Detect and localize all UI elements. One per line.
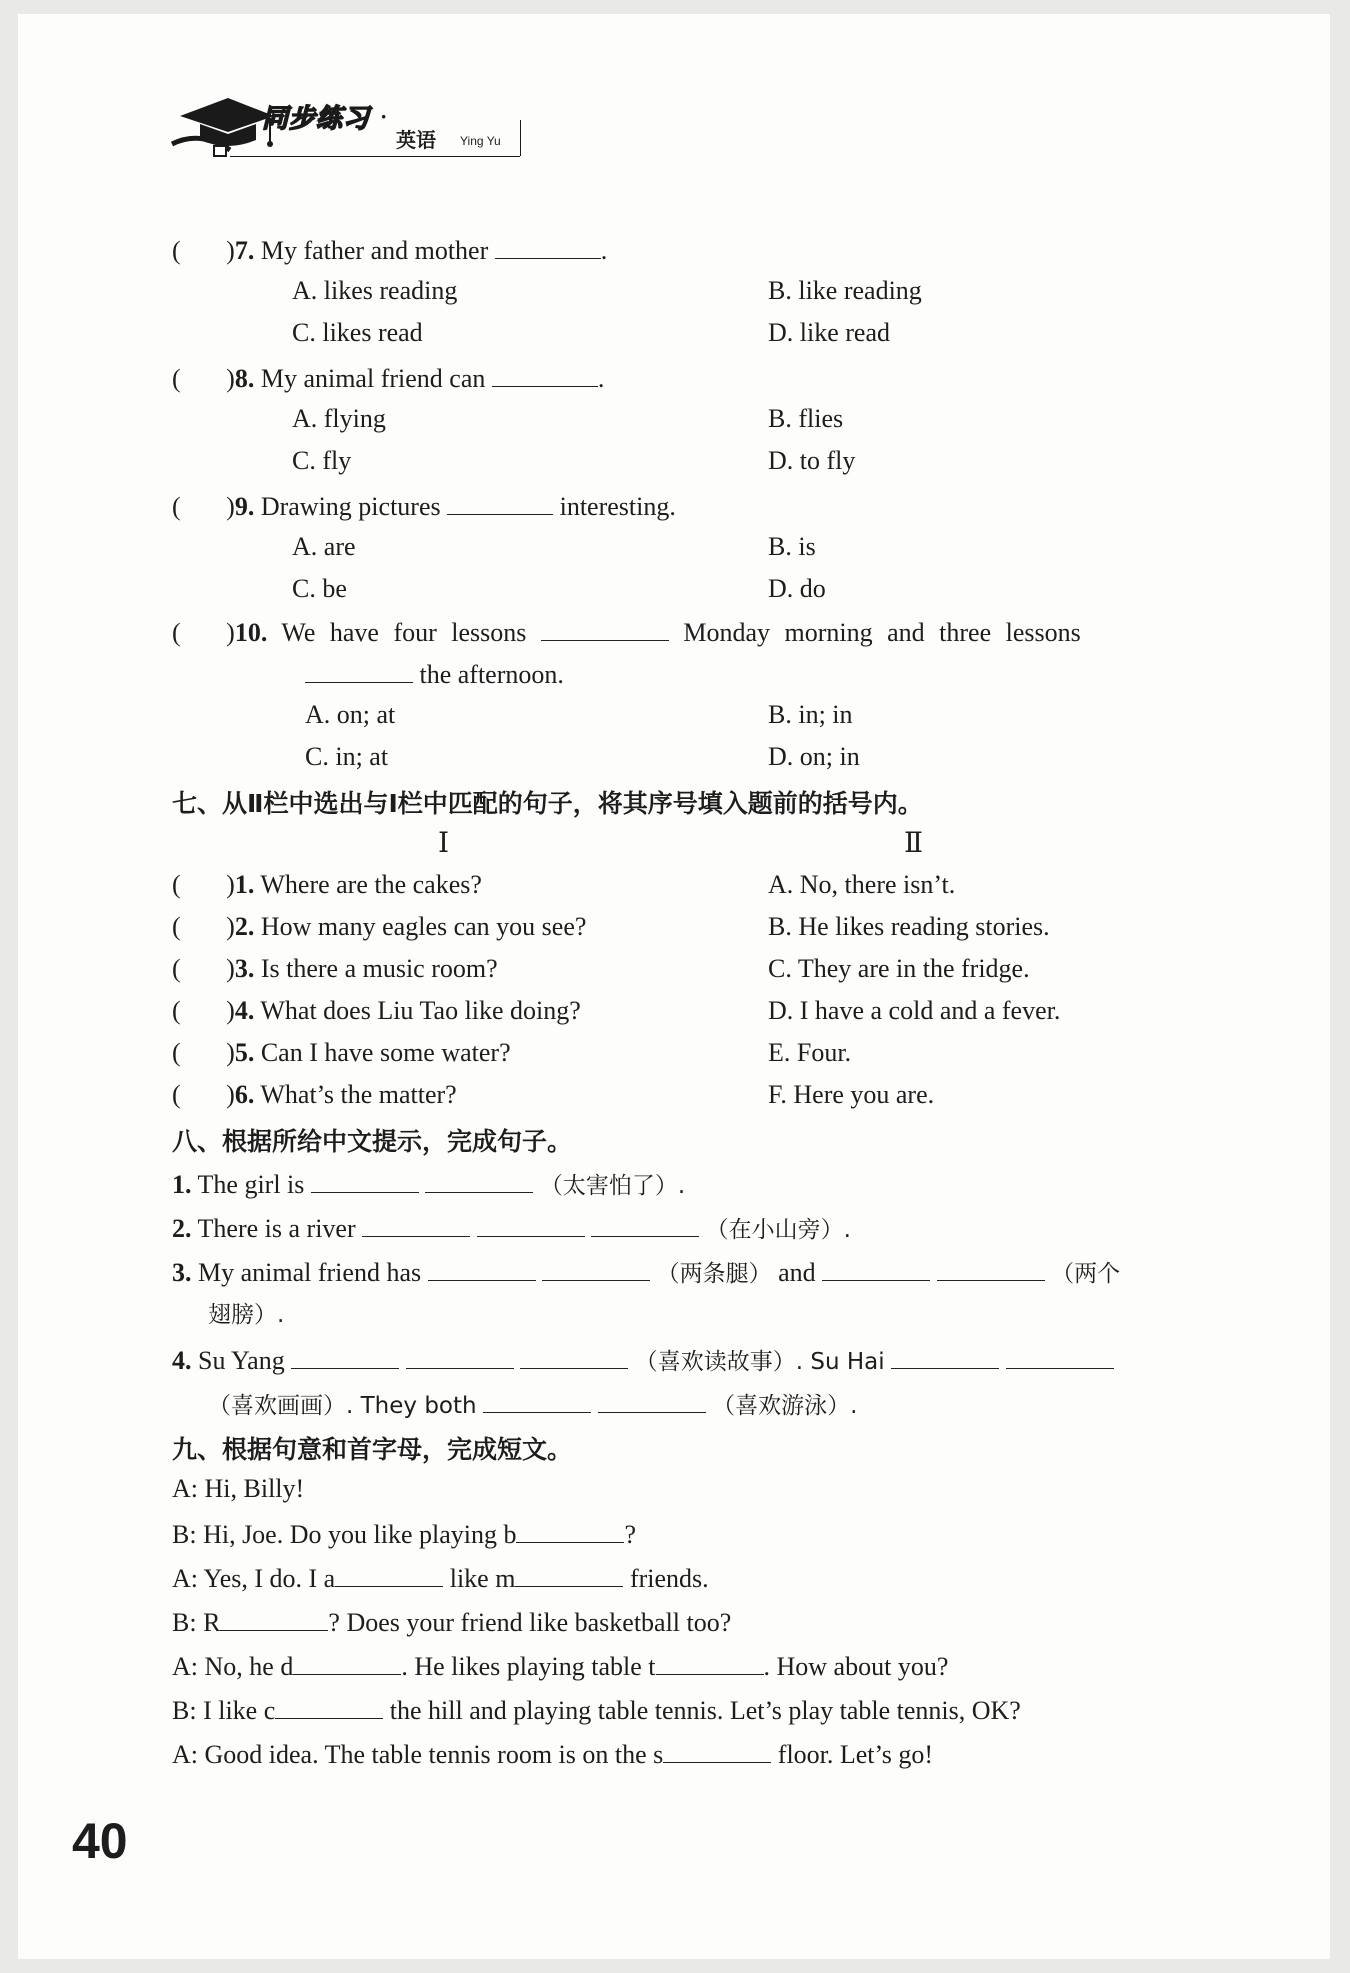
page-number: 40: [72, 1813, 128, 1869]
option-9d: D. do: [768, 574, 826, 603]
answer-blank[interactable]: [447, 488, 553, 515]
answer-bracket[interactable]: ( ): [172, 364, 235, 393]
answer-blank[interactable]: [937, 1254, 1045, 1281]
match-answer-b: B. He likes reading stories.: [768, 912, 1050, 941]
dialogue-line-3: A: Yes, I do. I a like m friends.: [172, 1560, 709, 1596]
page-header: [170, 92, 522, 162]
option-8b: B. flies: [768, 404, 844, 433]
question-7: ( )7. My father and mother .: [172, 232, 607, 268]
answer-blank[interactable]: [492, 360, 598, 387]
match-item-6: ( )6. What’s the matter?: [172, 1080, 457, 1109]
dialogue-line-5: A: No, he d . He likes playing table t . How about you?: [172, 1648, 948, 1684]
section-7-title: 七、从Ⅱ栏中选出与Ⅰ栏中匹配的句子，将其序号填入题前的括号内。: [172, 789, 923, 818]
dialogue-line-4: B: R ? Does your friend like basketball too?: [172, 1604, 731, 1640]
match-item-3: ( )3. Is there a music room?: [172, 954, 498, 983]
answer-blank[interactable]: [477, 1210, 585, 1237]
option-8a: A. flying: [292, 404, 386, 433]
answer-bracket[interactable]: ( ): [172, 954, 235, 983]
answer-blank[interactable]: [591, 1210, 699, 1237]
header-rule-end: [520, 120, 521, 156]
match-item-4: ( )4. What does Liu Tao like doing?: [172, 996, 581, 1025]
sentence-3-cont: 翅膀）.: [208, 1302, 285, 1328]
answer-bracket[interactable]: ( ): [172, 236, 235, 265]
answer-bracket[interactable]: ( ): [172, 618, 235, 647]
dialogue-line-6: B: I like c the hill and playing table tennis. Let’s play table tennis, OK?: [172, 1692, 1021, 1728]
dialogue-line-7: A: Good idea. The table tennis room is on the s floor. Let’s go!: [172, 1736, 933, 1772]
match-answer-e: E. Four.: [768, 1038, 852, 1067]
answer-blank[interactable]: [362, 1210, 470, 1237]
answer-bracket[interactable]: ( ): [172, 870, 235, 899]
sentence-2: 2. There is a river （在小山旁）.: [172, 1210, 851, 1247]
match-item-2: ( )2. How many eagles can you see?: [172, 912, 587, 941]
answer-blank[interactable]: [406, 1342, 514, 1369]
option-10c: C. in; at: [305, 742, 389, 771]
answer-blank[interactable]: [542, 1254, 650, 1281]
section-8-title: 八、根据所给中文提示，完成句子。: [172, 1127, 573, 1156]
answer-blank[interactable]: [541, 614, 669, 641]
question-10: ( )10. We have four lessons Monday morning and three lessons: [172, 614, 1081, 650]
column-1-heading: Ⅰ: [438, 828, 450, 859]
option-9c: C. be: [292, 574, 347, 603]
answer-blank[interactable]: [220, 1604, 328, 1631]
answer-blank[interactable]: [891, 1342, 999, 1369]
answer-blank[interactable]: [483, 1386, 591, 1413]
answer-blank[interactable]: [520, 1342, 628, 1369]
answer-bracket[interactable]: ( ): [172, 1038, 235, 1067]
option-9a: A. are: [292, 532, 356, 561]
option-8d: D. to fly: [768, 446, 856, 475]
answer-blank[interactable]: [663, 1736, 771, 1763]
answer-blank[interactable]: [311, 1166, 419, 1193]
option-10a: A. on; at: [305, 700, 396, 729]
answer-bracket[interactable]: ( ): [172, 996, 235, 1025]
answer-bracket[interactable]: ( ): [172, 1080, 235, 1109]
option-7b: B. like reading: [768, 276, 922, 305]
option-7c: C. likes read: [292, 318, 423, 347]
answer-blank[interactable]: [515, 1560, 623, 1587]
answer-blank[interactable]: [293, 1648, 401, 1675]
option-7d: D. like read: [768, 318, 891, 347]
sentence-1: 1. The girl is （太害怕了）.: [172, 1166, 685, 1203]
sentence-4-cont: （喜欢画画）. They both （喜欢游泳）.: [208, 1386, 857, 1423]
answer-blank[interactable]: [335, 1560, 443, 1587]
question-10-cont: the afternoon.: [305, 656, 564, 692]
header-subject: 英语: [396, 128, 436, 152]
option-7a: A. likes reading: [292, 276, 458, 305]
header-title: 同步练习: [262, 104, 371, 134]
dialogue-line-2: B: Hi, Joe. Do you like playing b ?: [172, 1516, 636, 1552]
answer-blank[interactable]: [822, 1254, 930, 1281]
answer-blank[interactable]: [656, 1648, 764, 1675]
option-8c: C. fly: [292, 446, 352, 475]
option-9b: B. is: [768, 532, 816, 561]
option-10d: D. on; in: [768, 742, 860, 771]
match-answer-a: A. No, there isn’t.: [768, 870, 956, 899]
header-rule: [230, 156, 520, 157]
question-9: ( )9. Drawing pictures interesting.: [172, 488, 676, 524]
answer-blank[interactable]: [291, 1342, 399, 1369]
answer-blank[interactable]: [275, 1692, 383, 1719]
match-item-1: ( )1. Where are the cakes?: [172, 870, 482, 899]
header-dot: ·: [380, 104, 388, 129]
answer-blank[interactable]: [428, 1254, 536, 1281]
answer-bracket[interactable]: ( ): [172, 492, 235, 521]
answer-blank[interactable]: [495, 232, 601, 259]
match-item-5: ( )5. Can I have some water?: [172, 1038, 511, 1067]
match-answer-c: C. They are in the fridge.: [768, 954, 1030, 983]
header-subject-pinyin: Ying Yu: [460, 134, 501, 148]
answer-blank[interactable]: [598, 1386, 706, 1413]
sentence-4: 4. Su Yang （喜欢读故事）. Su Hai: [172, 1342, 1114, 1379]
sentence-3: 3. My animal friend has （两条腿） and （两个: [172, 1254, 1120, 1291]
question-8: ( )8. My animal friend can .: [172, 360, 604, 396]
dialogue-line-1: A: Hi, Billy!: [172, 1474, 305, 1503]
answer-blank[interactable]: [305, 656, 413, 683]
answer-blank[interactable]: [425, 1166, 533, 1193]
match-answer-f: F. Here you are.: [768, 1080, 935, 1109]
answer-blank[interactable]: [516, 1516, 624, 1543]
section-9-title: 九、根据句意和首字母，完成短文。: [172, 1435, 573, 1464]
answer-blank[interactable]: [1006, 1342, 1114, 1369]
column-2-heading: Ⅱ: [904, 828, 924, 859]
match-answer-d: D. I have a cold and a fever.: [768, 996, 1061, 1025]
option-10b: B. in; in: [768, 700, 853, 729]
answer-bracket[interactable]: ( ): [172, 912, 235, 941]
